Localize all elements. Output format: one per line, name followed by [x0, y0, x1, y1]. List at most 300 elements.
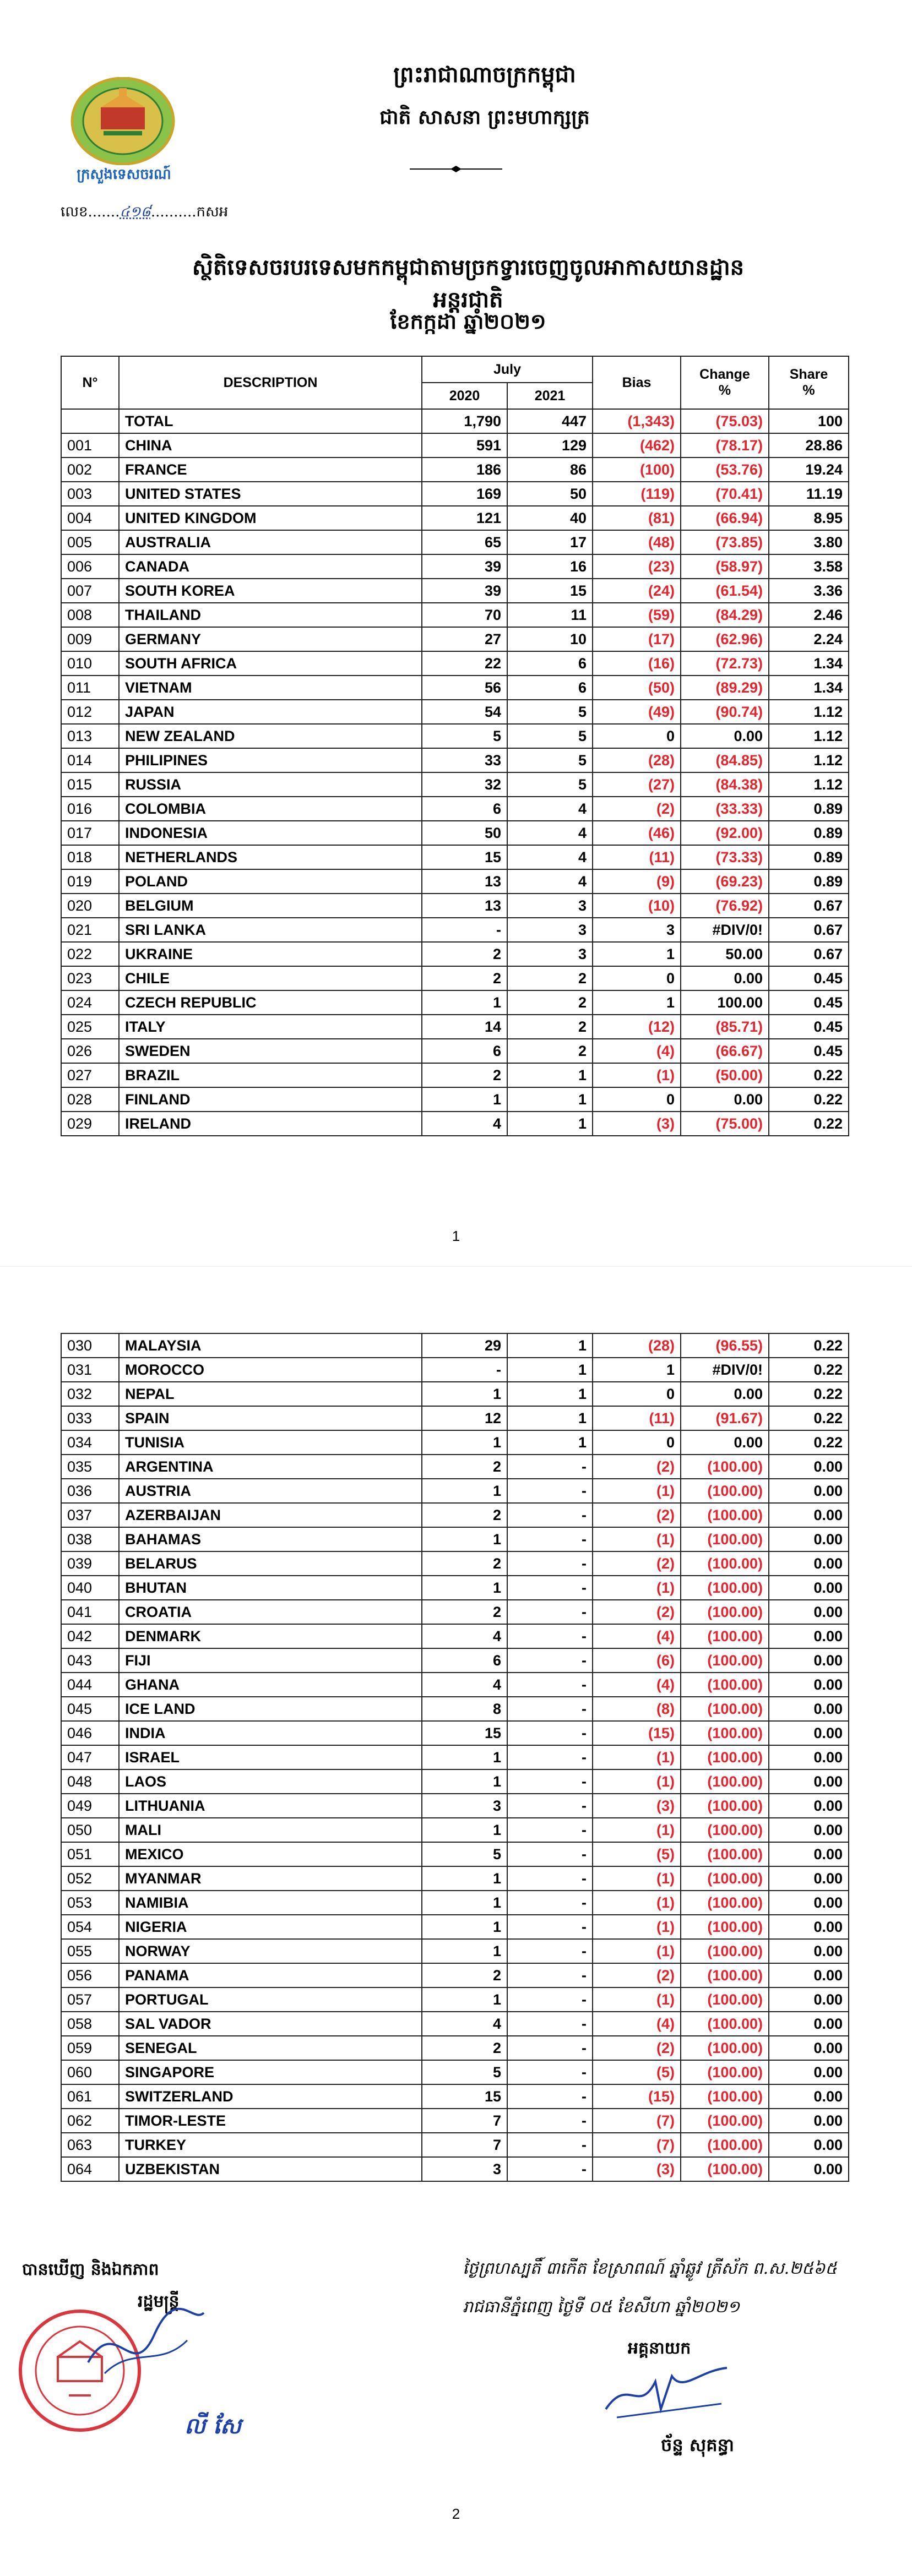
arrivals-2020: 1 — [422, 1769, 507, 1794]
approver-signature — [83, 2302, 209, 2384]
share-percent: 0.00 — [769, 1769, 849, 1794]
change-percent: (84.85) — [681, 748, 769, 772]
country-name: MOROCCO — [119, 1358, 422, 1382]
row-number: 047 — [61, 1745, 119, 1769]
arrivals-2020: 186 — [422, 458, 507, 482]
share-percent: 0.00 — [769, 1697, 849, 1721]
arrivals-2020: 2 — [422, 1503, 507, 1527]
arrivals-2021: - — [507, 1891, 593, 1915]
arrivals-2021: 11 — [507, 603, 593, 627]
arrivals-2021: - — [507, 1818, 593, 1842]
share-percent: 0.00 — [769, 1891, 849, 1915]
share-percent: 0.45 — [769, 990, 849, 1015]
arrivals-2020: 1 — [422, 1479, 507, 1503]
bias-value: (7) — [593, 2109, 681, 2133]
table-row — [61, 2036, 849, 2060]
row-number: 019 — [61, 869, 119, 894]
change-percent: (33.33) — [681, 797, 769, 821]
arrivals-2021: - — [507, 1673, 593, 1697]
bias-value: (4) — [593, 1673, 681, 1697]
bias-value: (4) — [593, 1624, 681, 1648]
total-no — [61, 409, 119, 433]
arrivals-2020: 33 — [422, 748, 507, 772]
country-name: BHUTAN — [119, 1576, 422, 1600]
bias-value: (119) — [593, 482, 681, 506]
country-name: SAL VADOR — [119, 2012, 422, 2036]
lunar-date: ថ្ងៃព្រហស្បតិ៍ ៣កើត ខែស្រាពណ៍ ឆ្នាំឆ្លូវ ត្រីស័ក ព.ស.២៥៦៥ — [463, 2259, 837, 2278]
country-name: SPAIN — [119, 1406, 422, 1430]
arrivals-2021: - — [507, 1503, 593, 1527]
change-percent: (100.00) — [681, 1818, 769, 1842]
arrivals-2020: 15 — [422, 2084, 507, 2109]
arrivals-2021: - — [507, 1600, 593, 1624]
arrivals-2020: 2 — [422, 1963, 507, 1987]
arrivals-2021: - — [507, 1455, 593, 1479]
share-percent: 0.00 — [769, 2109, 849, 2133]
table-row — [61, 1624, 849, 1648]
arrivals-2020: 39 — [422, 554, 507, 579]
change-percent: (100.00) — [681, 1769, 769, 1794]
header-change-unit: % — [718, 383, 731, 398]
row-number: 006 — [61, 554, 119, 579]
share-percent: 1.34 — [769, 676, 849, 700]
country-name: MALAYSIA — [119, 1333, 422, 1358]
arrivals-2020: 1 — [422, 1939, 507, 1963]
change-percent: (89.29) — [681, 676, 769, 700]
country-name: BELGIUM — [119, 894, 422, 918]
table-row — [61, 724, 849, 748]
row-number: 009 — [61, 627, 119, 651]
change-percent: 0.00 — [681, 1087, 769, 1112]
arrivals-2020: 2 — [422, 1600, 507, 1624]
bias-value: (11) — [593, 845, 681, 869]
header-no: N° — [61, 356, 119, 409]
bias-value: (2) — [593, 2036, 681, 2060]
row-number: 022 — [61, 942, 119, 966]
bias-value: (1) — [593, 1866, 681, 1891]
bias-value: 0 — [593, 1430, 681, 1455]
country-name: NORWAY — [119, 1939, 422, 1963]
country-name: TIMOR-LESTE — [119, 2109, 422, 2133]
table-row — [61, 1382, 849, 1406]
arrivals-2021: 16 — [507, 554, 593, 579]
share-percent: 0.00 — [769, 2060, 849, 2084]
change-percent: (73.85) — [681, 530, 769, 554]
change-percent: (61.54) — [681, 579, 769, 603]
change-percent: (100.00) — [681, 2060, 769, 2084]
row-number: 054 — [61, 1915, 119, 1939]
bias-value: 0 — [593, 724, 681, 748]
arrivals-2020: 2 — [422, 1551, 507, 1576]
arrivals-2020: 1 — [422, 1866, 507, 1891]
arrivals-2021: - — [507, 2036, 593, 2060]
table-row — [61, 1503, 849, 1527]
bias-value: (12) — [593, 1015, 681, 1039]
arrivals-2020: 4 — [422, 1624, 507, 1648]
total-2020: 1,790 — [422, 409, 507, 433]
arrivals-2020: 13 — [422, 894, 507, 918]
table-row — [61, 845, 849, 869]
country-name: NAMIBIA — [119, 1891, 422, 1915]
reference-suffix: កសអ — [196, 204, 229, 220]
share-percent: 0.67 — [769, 894, 849, 918]
country-name: CHINA — [119, 433, 422, 458]
arrivals-2021: 2 — [507, 1039, 593, 1063]
row-number: 005 — [61, 530, 119, 554]
arrivals-2020: 1 — [422, 1087, 507, 1112]
table-row — [61, 2084, 849, 2109]
bias-value: (2) — [593, 1600, 681, 1624]
share-percent: 0.00 — [769, 1721, 849, 1745]
row-number: 010 — [61, 651, 119, 676]
share-percent: 0.00 — [769, 1576, 849, 1600]
arrivals-2020: 1 — [422, 1818, 507, 1842]
share-percent: 1.12 — [769, 748, 849, 772]
country-name: UNITED KINGDOM — [119, 506, 422, 530]
arrivals-2020: 5 — [422, 1842, 507, 1866]
row-number: 008 — [61, 603, 119, 627]
bias-value: (17) — [593, 627, 681, 651]
arrivals-2020: 6 — [422, 797, 507, 821]
bias-value: (2) — [593, 1963, 681, 1987]
table-row — [61, 1087, 849, 1112]
row-number: 037 — [61, 1503, 119, 1527]
table-row — [61, 1358, 849, 1382]
arrivals-2021: 4 — [507, 821, 593, 845]
country-name: AUSTRALIA — [119, 530, 422, 554]
country-name: ITALY — [119, 1015, 422, 1039]
arrivals-2021: 1 — [507, 1063, 593, 1087]
arrivals-2021: 2 — [507, 1015, 593, 1039]
row-number: 059 — [61, 2036, 119, 2060]
arrivals-2020: 27 — [422, 627, 507, 651]
national-motto: ជាតិ សាសនា ព្រះមហាក្សត្រ — [379, 106, 590, 129]
header-share — [769, 356, 849, 409]
country-name: MEXICO — [119, 1842, 422, 1866]
table-row — [61, 894, 849, 918]
share-percent: 1.12 — [769, 700, 849, 724]
country-name: MYANMAR — [119, 1866, 422, 1891]
arrivals-2021: - — [507, 1648, 593, 1673]
arrivals-2021: - — [507, 1794, 593, 1818]
table-row — [61, 1015, 849, 1039]
arrivals-2020: 56 — [422, 676, 507, 700]
row-number: 050 — [61, 1818, 119, 1842]
arrivals-2021: - — [507, 1866, 593, 1891]
country-name: SRI LANKA — [119, 918, 422, 942]
row-number: 064 — [61, 2157, 119, 2181]
arrivals-2021: - — [507, 1842, 593, 1866]
share-percent: 0.00 — [769, 1455, 849, 1479]
change-percent: (100.00) — [681, 1963, 769, 1987]
arrivals-2020: 2 — [422, 966, 507, 990]
arrivals-2021: 6 — [507, 676, 593, 700]
share-percent: 28.86 — [769, 433, 849, 458]
arrivals-2021: - — [507, 1915, 593, 1939]
bias-value: (1) — [593, 1063, 681, 1087]
change-percent: (66.67) — [681, 1039, 769, 1063]
country-name: LAOS — [119, 1769, 422, 1794]
table-row — [61, 1479, 849, 1503]
bias-value: 1 — [593, 942, 681, 966]
arrivals-table-page-2 — [61, 1333, 849, 2182]
arrivals-2020: 1 — [422, 1915, 507, 1939]
change-percent: (92.00) — [681, 821, 769, 845]
table-row — [61, 1455, 849, 1479]
arrivals-2020: - — [422, 918, 507, 942]
table-row — [61, 1939, 849, 1963]
share-percent: 0.00 — [769, 1963, 849, 1987]
table-row — [61, 2157, 849, 2181]
table-row — [61, 1987, 849, 2012]
ornament-divider — [408, 165, 504, 173]
row-number: 033 — [61, 1406, 119, 1430]
table-row — [61, 1721, 849, 1745]
row-number: 029 — [61, 1112, 119, 1136]
country-name: LITHUANIA — [119, 1794, 422, 1818]
table-row — [61, 942, 849, 966]
change-percent: (100.00) — [681, 2084, 769, 2109]
arrivals-2020: 2 — [422, 2036, 507, 2060]
change-percent: (100.00) — [681, 2109, 769, 2133]
change-percent: 0.00 — [681, 1382, 769, 1406]
row-number: 031 — [61, 1358, 119, 1382]
arrivals-2021: - — [507, 1963, 593, 1987]
table-row — [61, 700, 849, 724]
table-row — [61, 966, 849, 990]
bias-value: (1) — [593, 1576, 681, 1600]
country-name: MALI — [119, 1818, 422, 1842]
arrivals-2020: 1 — [422, 1576, 507, 1600]
change-percent: (84.38) — [681, 772, 769, 797]
table-row — [61, 1963, 849, 1987]
bias-value: (11) — [593, 1406, 681, 1430]
row-number: 055 — [61, 1939, 119, 1963]
arrivals-2020: 22 — [422, 651, 507, 676]
country-name: BRAZIL — [119, 1063, 422, 1087]
bias-value: (1) — [593, 1818, 681, 1842]
total-row — [61, 409, 849, 433]
arrivals-2021: 6 — [507, 651, 593, 676]
bias-value: (15) — [593, 1721, 681, 1745]
row-number: 061 — [61, 2084, 119, 2109]
change-percent: (76.92) — [681, 894, 769, 918]
bias-value: (1) — [593, 1527, 681, 1551]
table-row — [61, 579, 849, 603]
change-percent: (100.00) — [681, 1987, 769, 2012]
change-percent: 50.00 — [681, 942, 769, 966]
table-row — [61, 2133, 849, 2157]
country-name: CANADA — [119, 554, 422, 579]
arrivals-2020: 4 — [422, 2012, 507, 2036]
row-number: 038 — [61, 1527, 119, 1551]
arrivals-2020: 15 — [422, 1721, 507, 1745]
header-month: July — [422, 356, 593, 383]
bias-value: 0 — [593, 1382, 681, 1406]
table-row — [61, 2060, 849, 2084]
ministry-name: ក្រសួងទេសចរណ៍ — [77, 166, 171, 183]
table-row — [61, 1527, 849, 1551]
share-percent: 0.00 — [769, 1503, 849, 1527]
page-2 — [0, 1266, 912, 2576]
bias-value: (7) — [593, 2133, 681, 2157]
row-number: 004 — [61, 506, 119, 530]
arrivals-2020: 6 — [422, 1039, 507, 1063]
row-number: 023 — [61, 966, 119, 990]
arrivals-2021: 5 — [507, 772, 593, 797]
change-percent: (100.00) — [681, 1939, 769, 1963]
arrivals-2020: 1 — [422, 990, 507, 1015]
country-name: PANAMA — [119, 1963, 422, 1987]
bias-value: (3) — [593, 1794, 681, 1818]
country-name: POLAND — [119, 869, 422, 894]
approval-label: បានឃើញ និងឯកភាព — [22, 2260, 159, 2279]
bias-value: (2) — [593, 797, 681, 821]
arrivals-2020: 6 — [422, 1648, 507, 1673]
row-number: 040 — [61, 1576, 119, 1600]
approver-name: លី សែ — [184, 2413, 241, 2439]
change-percent: (100.00) — [681, 2036, 769, 2060]
arrivals-2021: 5 — [507, 700, 593, 724]
arrivals-2020: 3 — [422, 2157, 507, 2181]
total-2021: 447 — [507, 409, 593, 433]
reference-value: ៤១៨ — [120, 204, 151, 220]
row-number: 062 — [61, 2109, 119, 2133]
share-percent: 0.00 — [769, 1745, 849, 1769]
share-percent: 8.95 — [769, 506, 849, 530]
share-percent: 19.24 — [769, 458, 849, 482]
total-change: (75.03) — [681, 409, 769, 433]
change-percent: (100.00) — [681, 1648, 769, 1673]
change-percent: (85.71) — [681, 1015, 769, 1039]
share-percent: 0.00 — [769, 1527, 849, 1551]
arrivals-2021: 17 — [507, 530, 593, 554]
director-title: អគ្គនាយក — [628, 2339, 691, 2358]
arrivals-2021: 1 — [507, 1358, 593, 1382]
bias-value: (2) — [593, 1551, 681, 1576]
table-row — [61, 772, 849, 797]
bias-value: 0 — [593, 966, 681, 990]
country-name: INDIA — [119, 1721, 422, 1745]
row-number: 007 — [61, 579, 119, 603]
share-percent: 0.22 — [769, 1406, 849, 1430]
row-number: 044 — [61, 1673, 119, 1697]
change-percent: (91.67) — [681, 1406, 769, 1430]
country-name: UZBEKISTAN — [119, 2157, 422, 2181]
arrivals-2021: - — [507, 1769, 593, 1794]
arrivals-2021: 4 — [507, 869, 593, 894]
arrivals-2020: 8 — [422, 1697, 507, 1721]
table-row — [61, 627, 849, 651]
change-percent: (100.00) — [681, 1600, 769, 1624]
arrivals-2021: - — [507, 1697, 593, 1721]
share-percent: 0.00 — [769, 1479, 849, 1503]
change-percent: (100.00) — [681, 1915, 769, 1939]
country-name: SINGAPORE — [119, 2060, 422, 2084]
bias-value: (4) — [593, 2012, 681, 2036]
bias-value: 0 — [593, 1087, 681, 1112]
share-percent: 0.67 — [769, 942, 849, 966]
bias-value: (8) — [593, 1697, 681, 1721]
change-percent: (78.17) — [681, 433, 769, 458]
header-share-unit: % — [802, 383, 815, 398]
table-row — [61, 1818, 849, 1842]
arrivals-2020: 39 — [422, 579, 507, 603]
country-name: GHANA — [119, 1673, 422, 1697]
bias-value: (2) — [593, 1503, 681, 1527]
table-row — [61, 1794, 849, 1818]
table-row — [61, 1842, 849, 1866]
change-percent: (62.96) — [681, 627, 769, 651]
share-percent: 1.12 — [769, 724, 849, 748]
share-percent: 0.00 — [769, 1818, 849, 1842]
share-percent: 0.89 — [769, 821, 849, 845]
arrivals-2021: - — [507, 2109, 593, 2133]
arrivals-2020: 2 — [422, 1455, 507, 1479]
arrivals-2020: 5 — [422, 2060, 507, 2084]
arrivals-2021: - — [507, 1479, 593, 1503]
arrivals-2021: 1 — [507, 1382, 593, 1406]
share-percent: 0.00 — [769, 2036, 849, 2060]
arrivals-2020: 32 — [422, 772, 507, 797]
change-percent: (100.00) — [681, 1624, 769, 1648]
bias-value: (9) — [593, 869, 681, 894]
share-percent: 0.67 — [769, 918, 849, 942]
share-percent: 0.45 — [769, 1039, 849, 1063]
bias-value: (5) — [593, 1842, 681, 1866]
share-percent: 11.19 — [769, 482, 849, 506]
arrivals-2020: 50 — [422, 821, 507, 845]
share-percent: 0.00 — [769, 1600, 849, 1624]
bias-value: (49) — [593, 700, 681, 724]
country-name: CZECH REPUBLIC — [119, 990, 422, 1015]
report-title: ស្ថិតិទេសចរបរទេសមកកម្ពុជាតាមច្រកទ្វារចេញចូលអាកាសយានដ្ឋានអន្តរជាតិ — [192, 254, 745, 313]
arrivals-2021: 4 — [507, 845, 593, 869]
director-signature — [595, 2360, 738, 2426]
header-change — [681, 356, 769, 409]
table-row — [61, 506, 849, 530]
row-number: 060 — [61, 2060, 119, 2084]
change-percent: (100.00) — [681, 2012, 769, 2036]
country-name: UNITED STATES — [119, 482, 422, 506]
row-number: 042 — [61, 1624, 119, 1648]
row-number: 014 — [61, 748, 119, 772]
header-year-2021: 2021 — [507, 383, 593, 409]
table-row — [61, 603, 849, 627]
table-row — [61, 1430, 849, 1455]
share-percent: 0.22 — [769, 1358, 849, 1382]
bias-value: (27) — [593, 772, 681, 797]
table-row — [61, 1576, 849, 1600]
country-name: ISRAEL — [119, 1745, 422, 1769]
arrivals-2020: 7 — [422, 2109, 507, 2133]
share-percent: 1.12 — [769, 772, 849, 797]
country-name: BELARUS — [119, 1551, 422, 1576]
bias-value: (1) — [593, 1987, 681, 2012]
change-percent: (90.74) — [681, 700, 769, 724]
share-percent: 0.22 — [769, 1112, 849, 1136]
arrivals-2020: 1 — [422, 1382, 507, 1406]
share-percent: 0.22 — [769, 1430, 849, 1455]
row-number: 030 — [61, 1333, 119, 1358]
row-number: 028 — [61, 1087, 119, 1112]
row-number: 056 — [61, 1963, 119, 1987]
row-number: 049 — [61, 1794, 119, 1818]
bias-value: 1 — [593, 1358, 681, 1382]
change-percent: (100.00) — [681, 1721, 769, 1745]
share-percent: 0.45 — [769, 1015, 849, 1039]
share-percent: 3.36 — [769, 579, 849, 603]
